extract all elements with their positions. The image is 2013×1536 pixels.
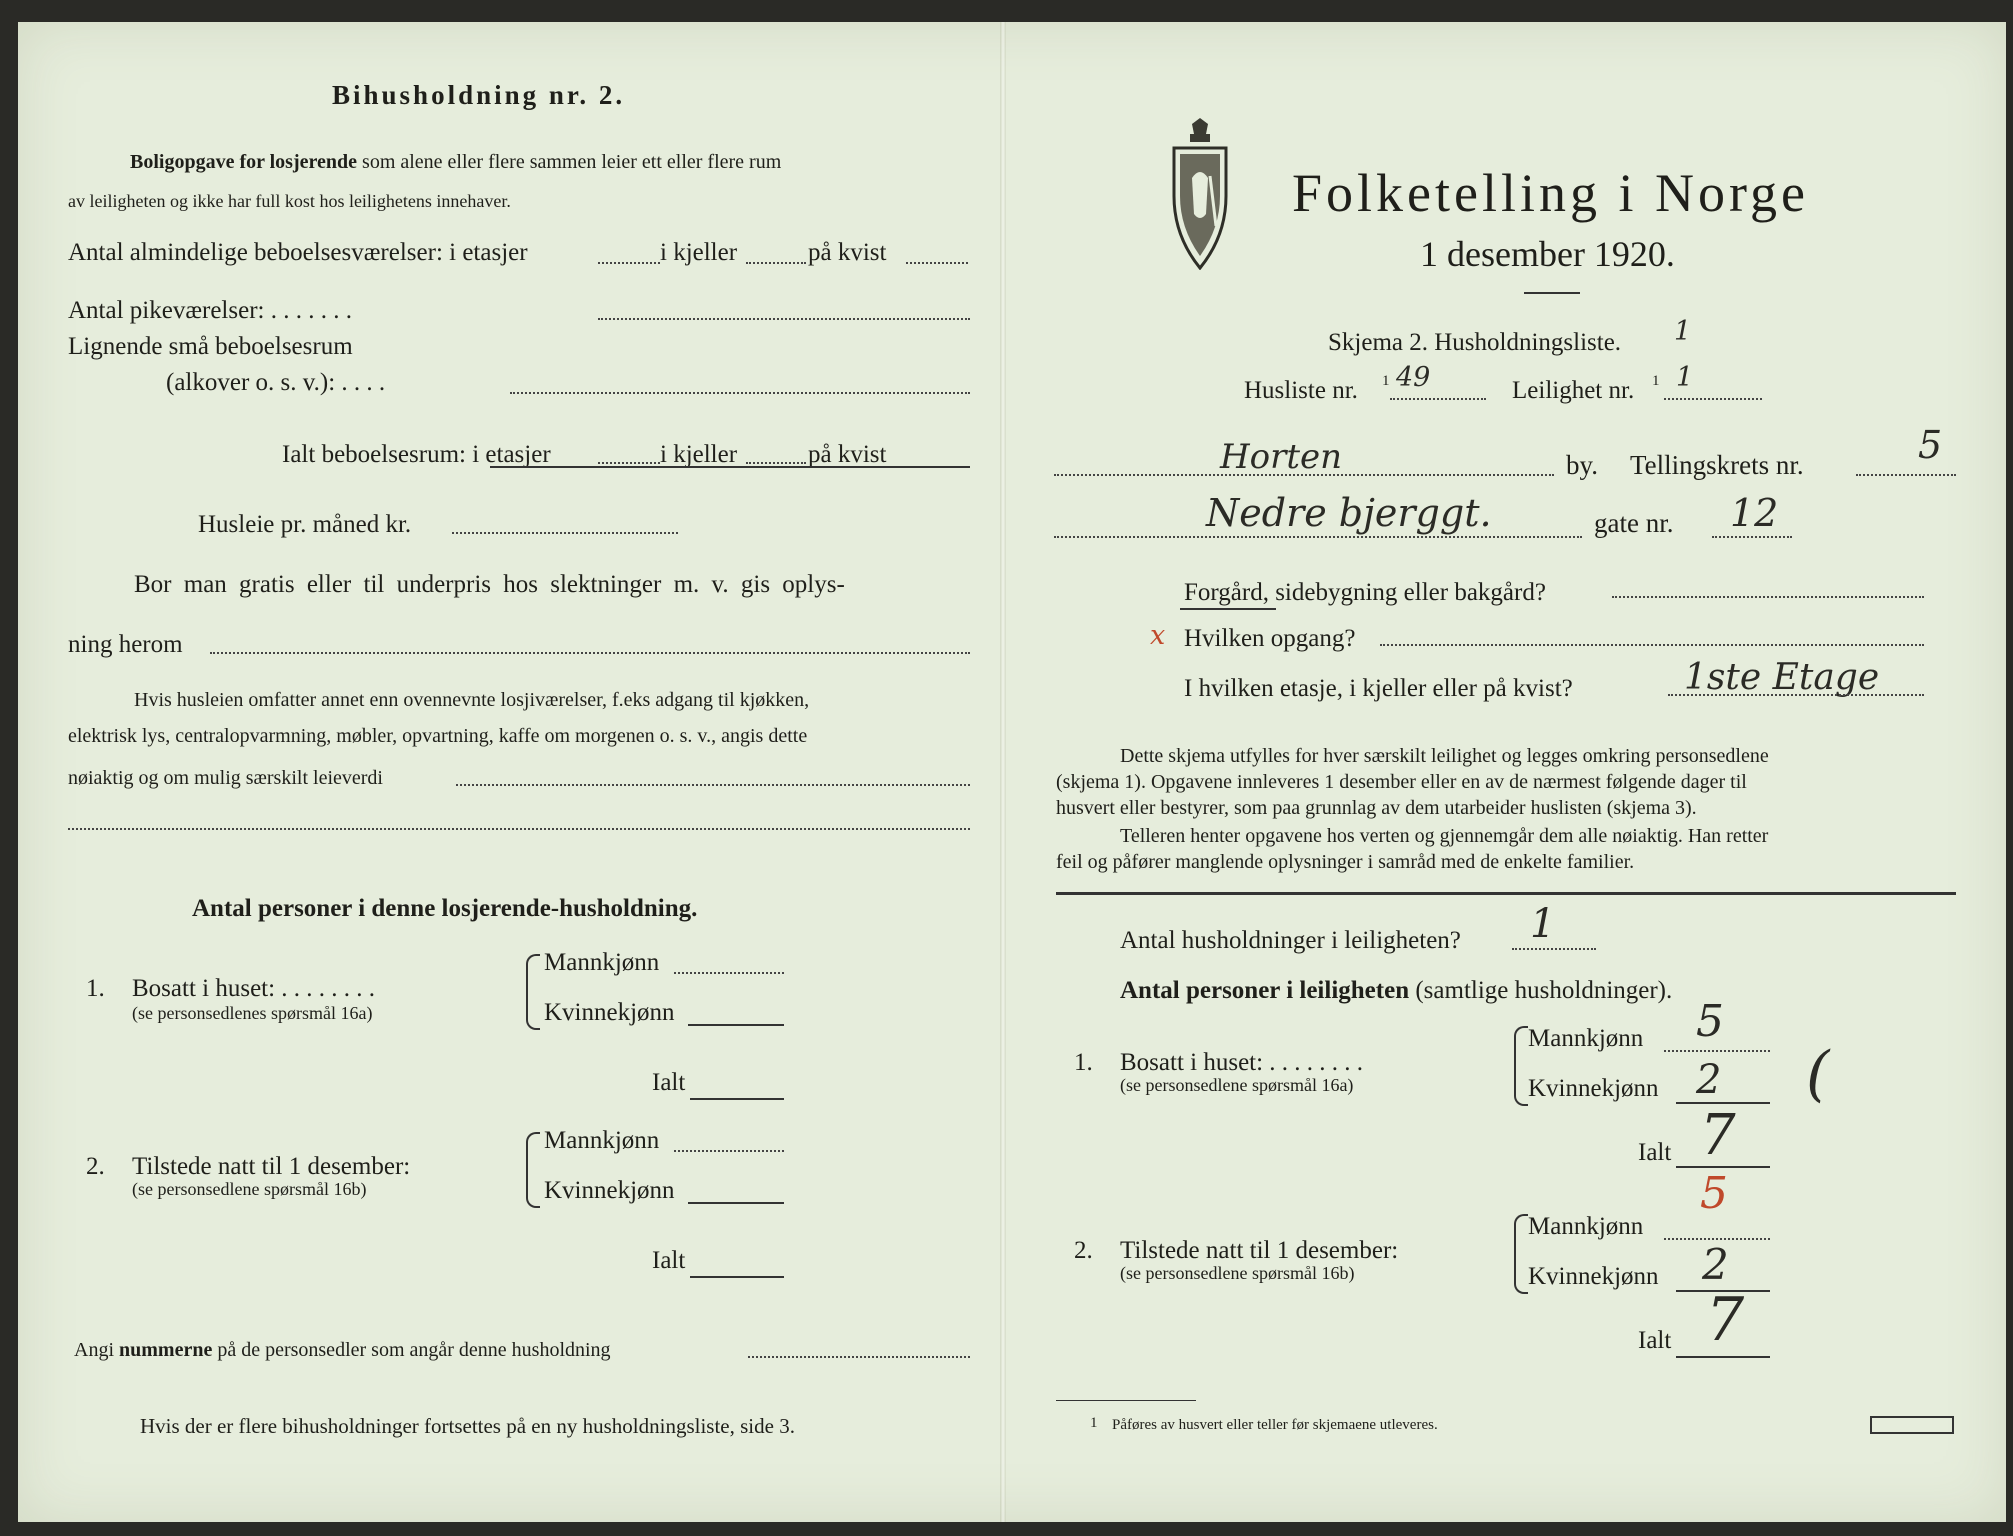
footnote-text: Påføres av husvert eller teller før skjemaene utleveres. bbox=[1112, 1417, 1438, 1433]
left-q2-label: Tilstede natt til 1 desember: bbox=[132, 1153, 411, 1180]
rooms-kjeller-field[interactable] bbox=[746, 262, 806, 264]
right-q2-label: Tilstede natt til 1 desember: bbox=[1120, 1237, 1399, 1264]
husliste-label: Husliste nr. bbox=[1244, 377, 1358, 404]
intro-line-2: av leiligheten og ikke har full kost hos leilighetens innehaver. bbox=[68, 191, 511, 211]
right-q1-mann-label: Mannkjønn bbox=[1528, 1025, 1644, 1052]
ialt-underline bbox=[490, 466, 970, 468]
left-q2-number: 2. bbox=[86, 1153, 105, 1180]
right-q1-mann-value[interactable]: 5 bbox=[1696, 996, 1724, 1047]
gratis-line-2: ning herom bbox=[68, 631, 183, 658]
left-q1-mann-label: Mannkjønn bbox=[544, 949, 660, 976]
left-q1-brace bbox=[526, 954, 540, 1030]
forgard-underline bbox=[1180, 608, 1276, 610]
husliste-field[interactable] bbox=[1390, 398, 1486, 400]
info-line-5: feil og påfører manglende oplysninger i samråd med de enkelte familier. bbox=[1056, 851, 1635, 873]
by-label: by. bbox=[1566, 450, 1598, 480]
info-divider bbox=[1056, 892, 1956, 895]
gate-value[interactable]: Nedre bjerggt. bbox=[1206, 491, 1492, 535]
left-q2-kvinne-field[interactable] bbox=[688, 1202, 784, 1204]
left-q1-label: Bosatt i huset: . . . . . . . . bbox=[132, 975, 376, 1002]
persons-heading-rest: (samtlige husholdninger). bbox=[1415, 977, 1673, 1004]
intro-rest: som alene eller flere sammen leier ett eller flere rum bbox=[362, 151, 782, 173]
right-q1-kvinne-value[interactable]: 2 bbox=[1696, 1057, 1722, 1103]
left-q2-mann-label: Mannkjønn bbox=[544, 1127, 660, 1154]
skjema-label: Skjema 2. Husholdningsliste. bbox=[1328, 329, 1622, 356]
forgard-label: Forgård, sidebygning eller bakgård? bbox=[1184, 579, 1546, 606]
husliste-value[interactable]: 49 bbox=[1396, 362, 1431, 393]
right-q1-kvinne-label: Kvinnekjønn bbox=[1528, 1075, 1659, 1102]
etasje-label: I hvilken etasje, i kjeller eller på kvist? bbox=[1184, 675, 1573, 702]
gate-nr-field[interactable] bbox=[1712, 536, 1792, 538]
rooms-etasjer-field[interactable] bbox=[598, 262, 660, 264]
rooms-label: Antal almindelige beboelsesværelser: i etasjer bbox=[68, 239, 528, 266]
right-q1-number: 1. bbox=[1074, 1049, 1093, 1076]
angi-pre: Angi bbox=[74, 1339, 114, 1361]
info-line-2: (skjema 1). Opgavene innleveres 1 desember eller en av de nærmest følgende dager til bbox=[1056, 771, 1747, 793]
right-q1-ialt-label: Ialt bbox=[1638, 1139, 1672, 1166]
angi-field[interactable] bbox=[748, 1356, 970, 1358]
left-q2-note: (se personsedlene spørsmål 16b) bbox=[132, 1179, 367, 1199]
lignende-field[interactable] bbox=[510, 392, 970, 394]
gratis-line-1: Bor man gratis eller til underpris hos slektninger m. v. gis oplys- bbox=[134, 571, 845, 598]
left-q1-ialt-label: Ialt bbox=[652, 1069, 686, 1096]
right-q2-mann-label: Mannkjønn bbox=[1528, 1213, 1644, 1240]
husholdninger-field[interactable] bbox=[1512, 948, 1596, 950]
left-footer: Hvis der er flere bihusholdninger fortsettes på en ny husholdningsliste, side 3. bbox=[140, 1414, 795, 1438]
right-q2-ialt-field[interactable] bbox=[1676, 1356, 1770, 1358]
right-q2-number: 2. bbox=[1074, 1237, 1093, 1264]
left-q2-mann-field[interactable] bbox=[674, 1150, 784, 1152]
form-date: 1 desember 1920. bbox=[1420, 234, 1675, 274]
footnote-number: 1 bbox=[1090, 1415, 1098, 1431]
right-q2-ialt-value[interactable]: 7 bbox=[1706, 1285, 1745, 1355]
info-line-1: Dette skjema utfylles for hver særskilt leilighet og legges omkring personsedlene bbox=[1120, 745, 1769, 767]
ialt-kjeller-label: i kjeller bbox=[660, 441, 738, 468]
printer-stamp-icon bbox=[1870, 1416, 1954, 1434]
gate-nr-value[interactable]: 12 bbox=[1730, 491, 1779, 535]
info-line-4: Telleren henter opgavene hos verten og gjennemgår dem alle nøiaktig. Han retter bbox=[1120, 825, 1769, 847]
form-title: Folketelling i Norge bbox=[1292, 163, 1809, 223]
krets-value[interactable]: 5 bbox=[1918, 423, 1943, 467]
right-q2-mann-value[interactable]: 5 bbox=[1700, 1168, 1728, 1219]
note-line-3: nøiaktig og om mulig særskilt leieverdi bbox=[68, 767, 383, 789]
note-line-2: elektrisk lys, centralopvarmning, møbler, opvartning, kaffe om morgenen o. s. v., angis dette bbox=[68, 725, 808, 747]
note-line-1: Hvis husleien omfatter annet enn ovennevnte losjiværelser, f.eks adgang til kjøkken, bbox=[134, 689, 810, 711]
left-q1-number: 1. bbox=[86, 975, 105, 1002]
left-heading: Bihusholdning nr. 2. bbox=[332, 80, 626, 110]
right-q1-mann-field[interactable] bbox=[1664, 1050, 1770, 1052]
left-q2-kvinne-label: Kvinnekjønn bbox=[544, 1177, 675, 1204]
angi-bold: nummerne bbox=[119, 1339, 213, 1361]
lignende-line-1: Lignende små beboelsesrum bbox=[68, 333, 353, 360]
leilighet-value[interactable]: 1 bbox=[1676, 362, 1694, 393]
leilighet-label: Leilighet nr. bbox=[1512, 377, 1635, 404]
left-q1-note: (se personsedlenes spørsmål 16a) bbox=[132, 1003, 373, 1023]
leilighet-footnote-mark: 1 bbox=[1652, 373, 1660, 389]
right-q1-margin-stroke: ( bbox=[1806, 1039, 1830, 1109]
pike-field[interactable] bbox=[598, 318, 970, 320]
right-q1-brace bbox=[1514, 1026, 1528, 1106]
left-q2-ialt-field[interactable] bbox=[690, 1276, 784, 1278]
leilighet-field[interactable] bbox=[1664, 398, 1762, 400]
husleie-label: Husleie pr. måned kr. bbox=[198, 511, 412, 538]
husleie-field[interactable] bbox=[452, 532, 678, 534]
intro-bold: Boligopgave for losjerende bbox=[130, 151, 358, 173]
krets-field[interactable] bbox=[1856, 474, 1956, 476]
persons-heading-left: Antal personer i denne losjerende-husholdning. bbox=[192, 895, 698, 922]
right-q2-kvinne-value[interactable]: 2 bbox=[1702, 1240, 1729, 1289]
angi-rest: på de personsedler som angår denne husholdning bbox=[217, 1339, 611, 1361]
ialt-kvist-label: på kvist bbox=[808, 441, 887, 468]
page-fold bbox=[1000, 22, 1006, 1522]
right-q1-ialt-value[interactable]: 7 bbox=[1700, 1103, 1736, 1168]
husliste-footnote-mark: 1 bbox=[1382, 373, 1390, 389]
rooms-kjeller-label: i kjeller bbox=[660, 239, 738, 266]
husholdninger-label: Antal husholdninger i leiligheten? bbox=[1120, 927, 1461, 954]
norway-coat-of-arms-icon bbox=[1170, 118, 1230, 270]
rooms-kvist-field[interactable] bbox=[906, 262, 968, 264]
skjema-mark: 1 bbox=[1674, 316, 1692, 347]
krets-label: Tellingskrets nr. bbox=[1630, 450, 1804, 480]
left-q2-brace bbox=[526, 1132, 540, 1208]
right-q2-note: (se personsedlene spørsmål 16b) bbox=[1120, 1263, 1355, 1283]
leieverdi-field[interactable] bbox=[456, 784, 970, 786]
persons-heading-right bbox=[1120, 978, 1672, 1003]
right-q1-label: Bosatt i huset: . . . . . . . . bbox=[1120, 1049, 1364, 1076]
right-q2-brace bbox=[1514, 1214, 1528, 1294]
opgang-label: Hvilken opgang? bbox=[1184, 625, 1356, 652]
left-q1-kvinne-label: Kvinnekjønn bbox=[544, 999, 675, 1026]
gratis-field[interactable] bbox=[210, 652, 970, 654]
lignende-line-2: (alkover o. s. v.): . . . . bbox=[166, 369, 386, 396]
ialt-etasjer-field[interactable] bbox=[598, 462, 660, 464]
angi-line bbox=[74, 1340, 611, 1360]
ialt-rooms-label: Ialt beboelsesrum: i etasjer bbox=[282, 441, 551, 468]
left-q1-kvinne-field[interactable] bbox=[688, 1024, 784, 1026]
etasje-field[interactable] bbox=[1668, 694, 1924, 696]
gate-label: gate nr. bbox=[1594, 508, 1674, 538]
rooms-kvist-label: på kvist bbox=[808, 239, 887, 266]
ialt-kjeller-field[interactable] bbox=[746, 462, 806, 464]
right-q1-note: (se personsedlene spørsmål 16a) bbox=[1120, 1075, 1354, 1095]
opgang-red-mark: x bbox=[1150, 620, 1166, 651]
gate-field[interactable] bbox=[1054, 536, 1582, 538]
leieverdi-field-2[interactable] bbox=[68, 828, 970, 830]
left-q1-ialt-field[interactable] bbox=[690, 1098, 784, 1100]
persons-heading-bold: Antal personer i leiligheten bbox=[1120, 977, 1410, 1004]
intro-line-1 bbox=[130, 152, 781, 172]
by-value[interactable]: Horten bbox=[1220, 437, 1343, 477]
husholdninger-value[interactable]: 1 bbox=[1530, 901, 1556, 947]
right-q2-kvinne-label: Kvinnekjønn bbox=[1528, 1263, 1659, 1290]
right-q2-ialt-label: Ialt bbox=[1638, 1327, 1672, 1354]
left-q2-ialt-label: Ialt bbox=[652, 1247, 686, 1274]
etasje-value[interactable]: 1ste Etage bbox=[1684, 657, 1880, 698]
left-q1-mann-field[interactable] bbox=[674, 972, 784, 974]
pike-label: Antal pikeværelser: . . . . . . . bbox=[68, 297, 352, 324]
title-rule bbox=[1524, 292, 1580, 294]
by-field[interactable] bbox=[1054, 474, 1554, 476]
opgang-field[interactable] bbox=[1380, 644, 1924, 646]
info-line-3: husvert eller bestyrer, som paa grunnlag av dem utarbeider huslisten (skjema 3). bbox=[1056, 797, 1697, 819]
footnote-rule bbox=[1056, 1400, 1196, 1401]
forgard-field[interactable] bbox=[1612, 596, 1924, 598]
